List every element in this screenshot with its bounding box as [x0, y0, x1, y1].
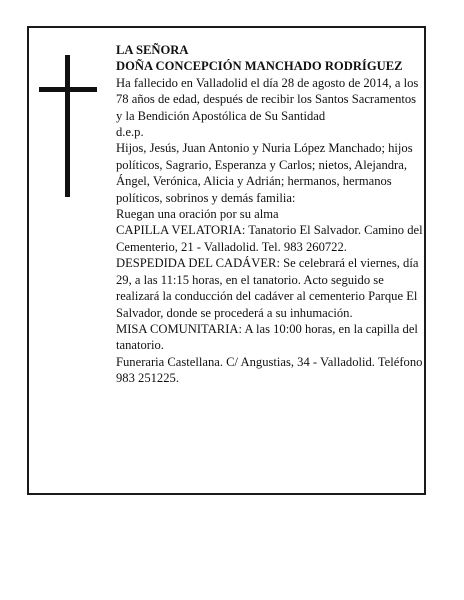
- mass-info: MISA COMUNITARIA: A las 10:00 horas, en la capilla del tanatorio.: [116, 321, 418, 353]
- deceased-name: DOÑA CONCEPCIÓN MANCHADO RODRÍGUEZ: [116, 59, 403, 74]
- cross-icon: [39, 55, 99, 197]
- family-list: Hijos, Jesús, Juan Antonio y Nuria López Manchado; hijos políticos, Sagrario, Esperanza y Carlos; nietos, Alejandra, Ángel, Verónica, Alicia y Adrián; hermanos, hermanos políticos, sobrinos y demás familia:: [116, 141, 413, 205]
- notice-title-line1: LA SEÑORA: [116, 43, 189, 57]
- death-announcement: Ha fallecido en Valladolid el día 28 de agosto de 2014, a los 78 años de edad, después de recibir los Santos Sacramentos y la Bendición Apostólica de Su Santidad: [116, 75, 419, 123]
- dep-text: d.e.p.: [116, 125, 144, 140]
- notice-content: [116, 42, 424, 387]
- prayer-request: Ruegan una oración por su alma: [116, 207, 279, 222]
- obituary-notice: [27, 26, 426, 495]
- chapel-info: CAPILLA VELATORIA: Tanatorio El Salvador. Camino del Cementerio, 21 - Valladolid. Tel. 983 260722.: [116, 223, 423, 254]
- farewell-info: DESPEDIDA DEL CADÁVER: Se celebrará el viernes, día 29, a las 11:15 horas, en el tanatorio. Acto seguido se realizará la conducción del cadáver al cementerio Parque El Salvador, donde se procederá a su inhumación.: [116, 256, 419, 320]
- funeral-home-info: Funeraria Castellana. C/ Angustias, 34 - Valladolid. Teléfono 983 251225.: [116, 354, 423, 386]
